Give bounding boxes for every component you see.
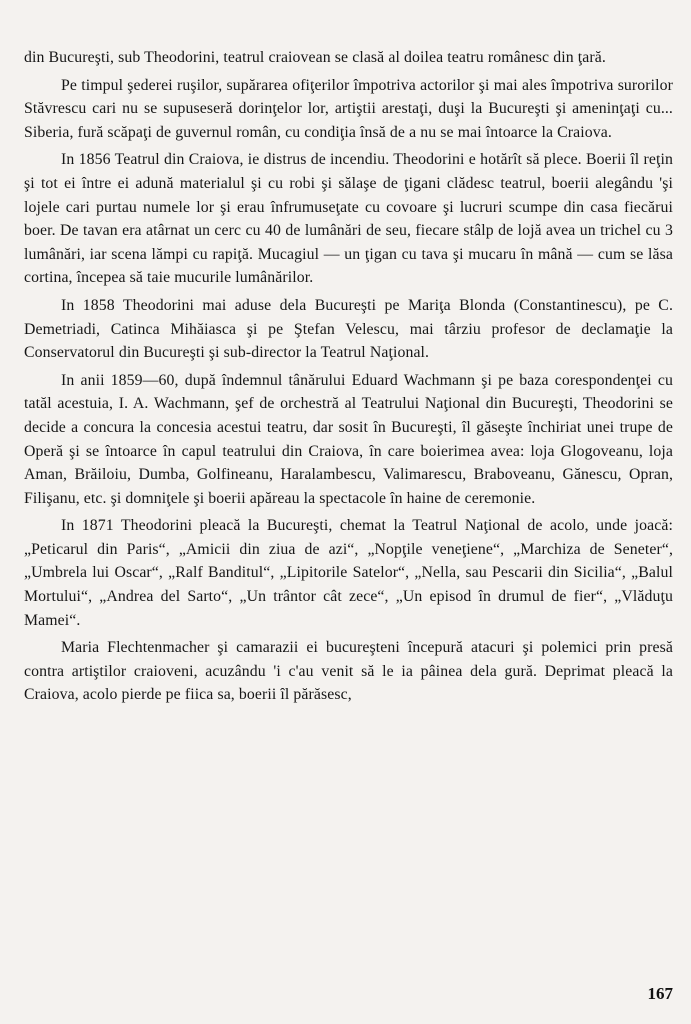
paragraph-6: In 1871 Theodorini pleacă la Bucureşti, chemat la Teatrul Naţional de acolo, unde joacă: „Peticarul din Paris“, „Amicii din ziua de azi“, „Nopţile veneţiene“, „Marchiza de Seneter“, „Umbrela lui Oscar“, „Ralf Banditul“, „Lipitorile Satelor“, „Nella, sau Pescarii din Sicilia“, „Balul Mortului“, „Andrea del Sarto“, „Un trântor cât zece“, „Un episod în drumul de fier“, „Vlăduţu Mamei“.: [24, 517, 673, 629]
paragraph-4: In 1858 Theodorini mai aduse dela Bucureşti pe Mariţa Blonda (Constantinescu), pe C. Demetriadi, Catinca Mihăiasca şi pe Ştefan Velescu, mai târziu profesor de declamaţie la Conservatorul din Bucureşti şi sub-director la Teatrul Naţional.: [24, 296, 673, 362]
page-number: 167: [647, 984, 673, 1003]
paragraph-7: Maria Flechtenmacher şi camarazii ei bucureşteni începură atacuri şi polemici prin presă contra artiştilor craioveni, acuzându 'i c'au venit să le ia pâinea dela gură. Deprimat pleacă la Craiova, acolo pierde pe fiica sa, boerii îl părăsesc,: [24, 639, 673, 704]
paragraph-3: In 1856 Teatrul din Craiova, ie distrus de incendiu. Theodorini e hotărît să plece. Boerii îl reţin şi tot ei între ei adună materialul şi cu robi şi sălaşe de ţigani clădesc teatrul, boerii alegându 'şi lojele cari purtau numele lor şi erau înfrumuseţate cu covoare şi lucruri scumpe din casa fiecărui boer. De tavan era atârnat un cerc cu 40 de lumânări de seu, fiecare stâlp de lojă avea un trichel cu 3 lumânări, iar scena lămpi cu rapiţă. Mucagiul — un ţigan cu tava şi mucaru în mână — cum se lăsa cortina, începea să taie mucurile lumânărilor.: [24, 151, 673, 287]
paragraph-2: Pe timpul şederei ruşilor, supărarea ofiţerilor împotriva actorilor şi mai ales împotriva surorilor Stăvrescu cari nu se supuseseră dorinţelor lor, artiştii arestaţi, duşi la Bucureşti şi ameninţaţi cu... Siberia, fură scăpaţi de guvernul român, cu condiţia însă de a nu se mai întoarce la Craiova.: [24, 76, 673, 141]
body-text: [24, 46, 673, 711]
paragraph-1: din Bucureşti, sub Theodorini, teatrul craiovean se clasă al doilea teatru românesc din ţară.: [24, 49, 606, 66]
paragraph-5: In anii 1859—60, după îndemnul tânărului Eduard Wachmann şi pe baza corespondenţei cu tatăl acestuia, I. A. Wachmann, şef de orchestră al Teatrului Naţional din Bucureşti, Theodorini se decide a concura la concesia acestui teatru, dar sosit în Bucureşti, îl găseşte închiriat unei trupe de Operă şi se întoarce în capul teatrului din Craiova, în care boierimea avea: loja Glogoveanu, loja Aman, Brăiloiu, Dumba, Golfineanu, Haralambescu, Valimarescu, Braboveanu, Gănescu, Opran, Filişanu, etc. şi domniţele şi boerii apăreau la spectacole în haine de ceremonie.: [24, 371, 673, 507]
